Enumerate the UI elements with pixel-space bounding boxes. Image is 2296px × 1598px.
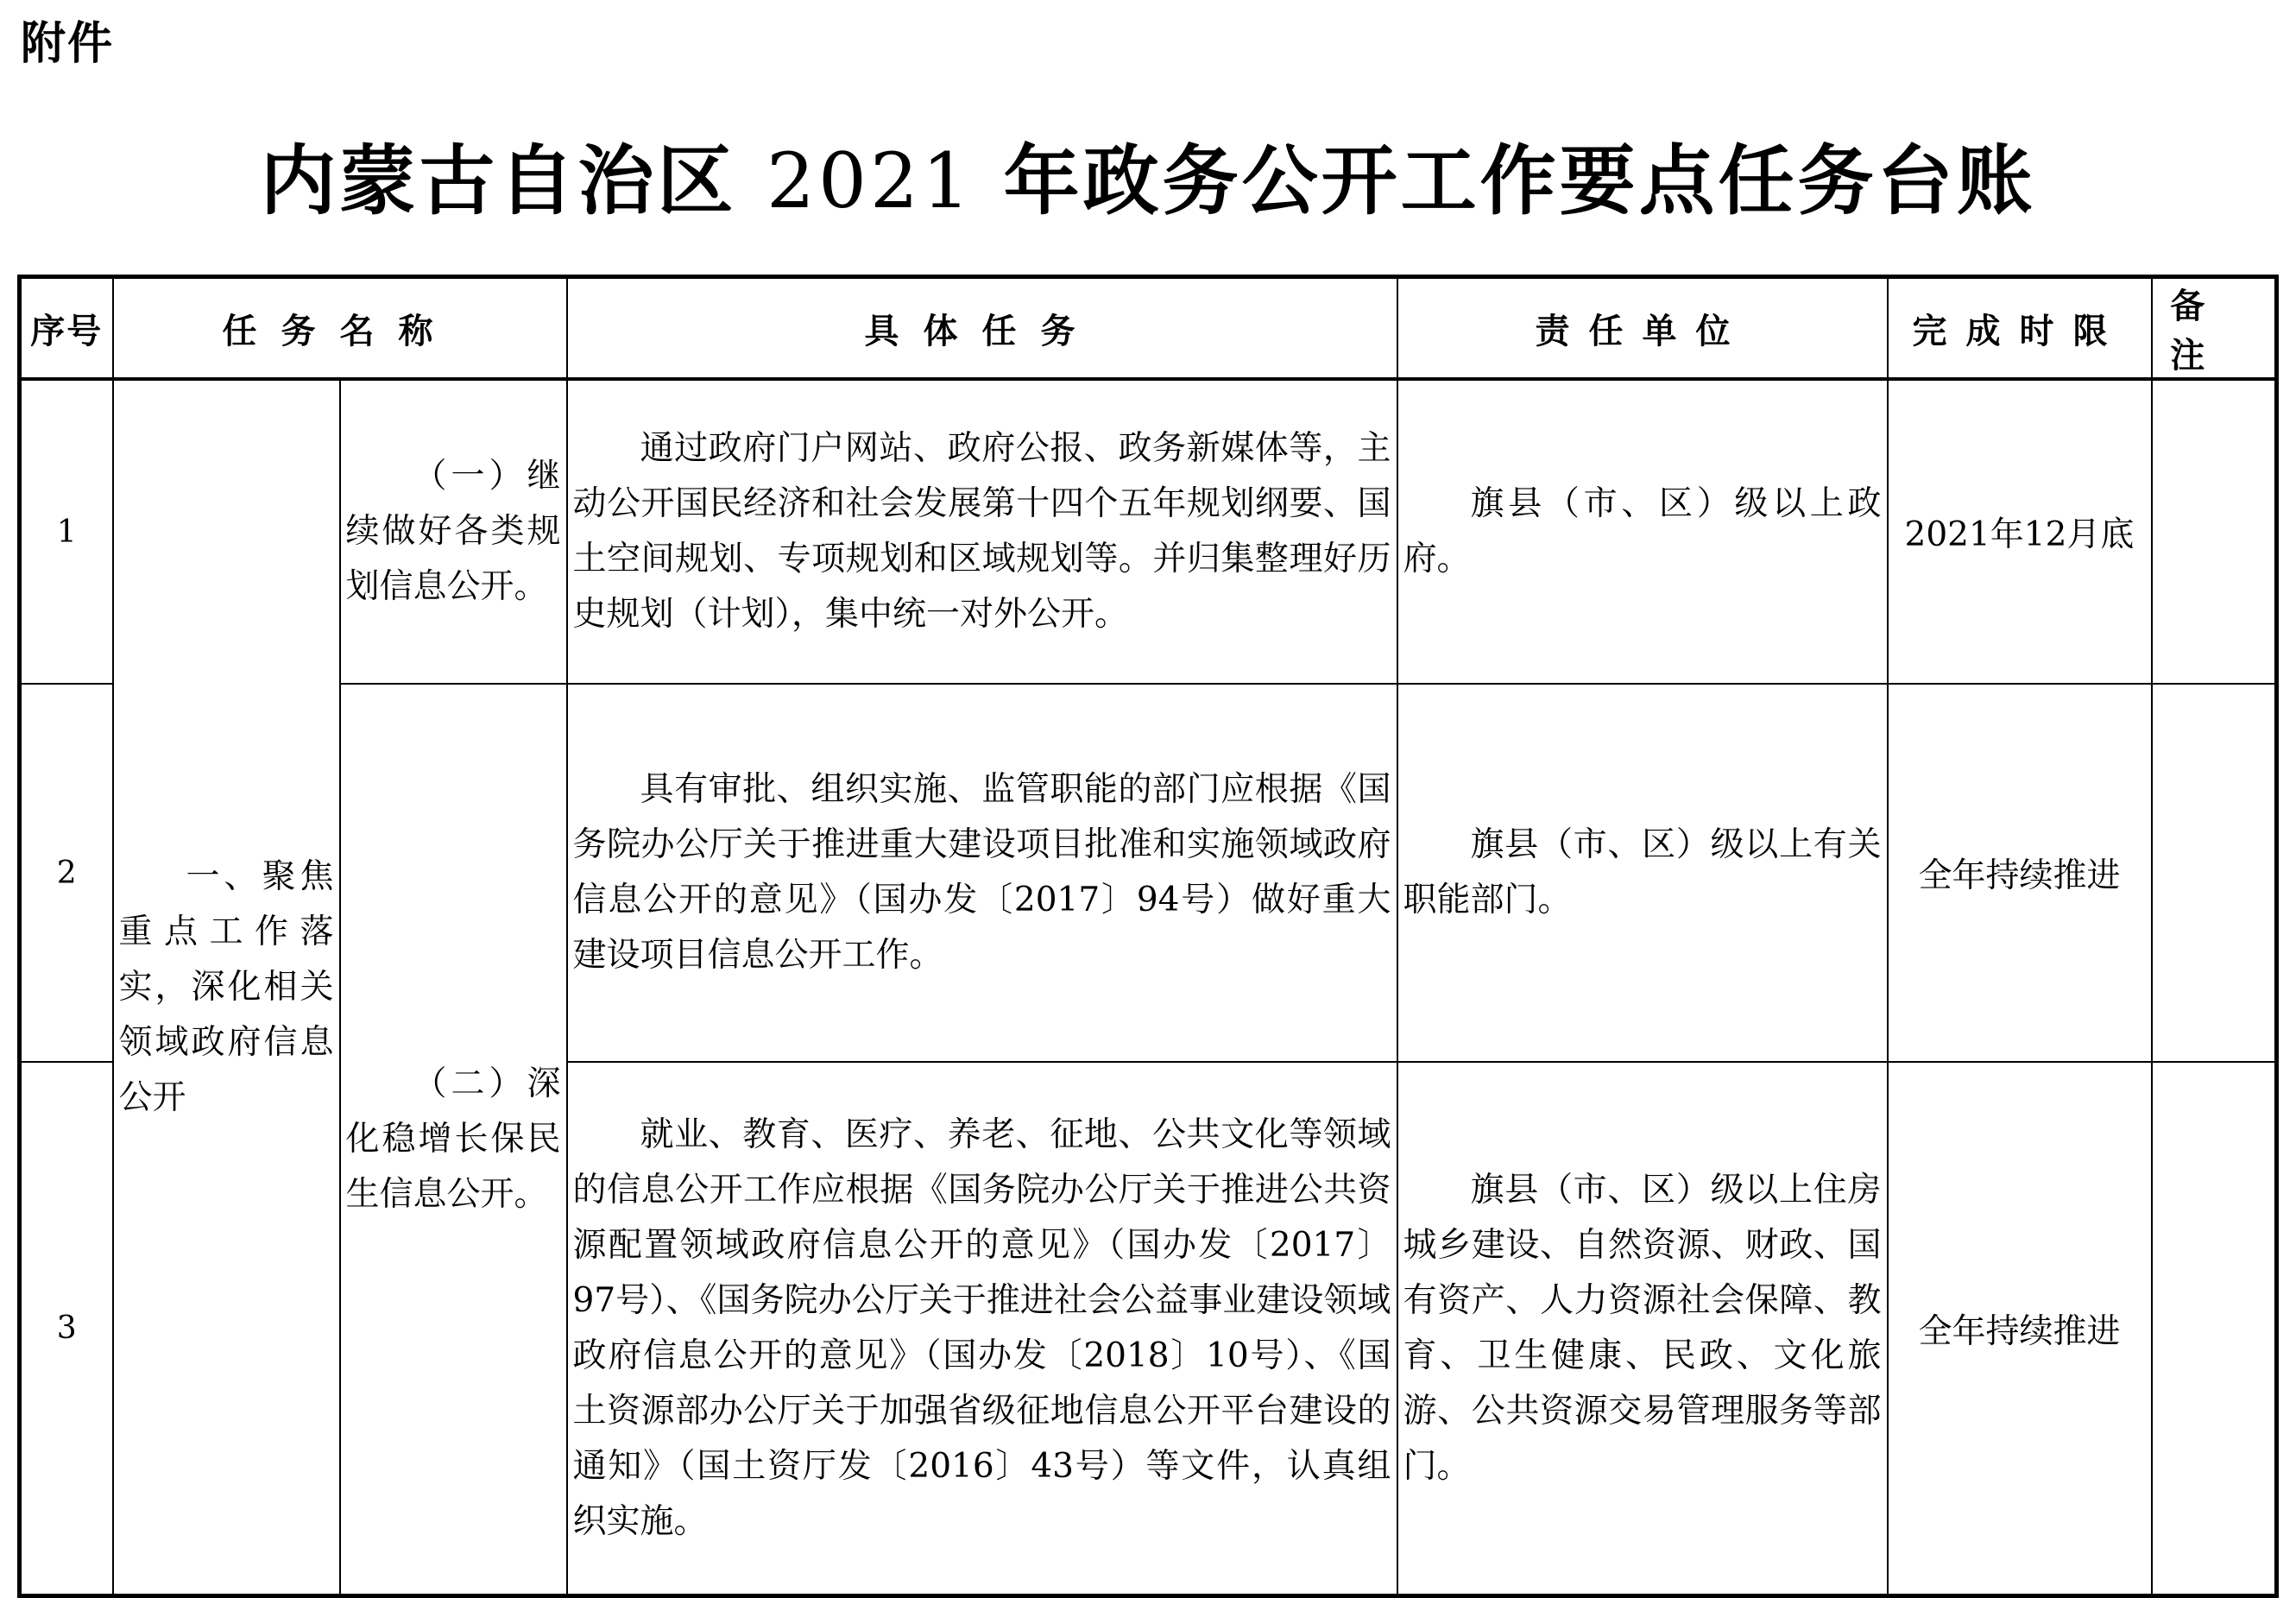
header-seq: 序号 xyxy=(20,277,113,380)
row-seq: 1 xyxy=(20,379,113,684)
category-cell xyxy=(113,379,340,1596)
remarks-cell xyxy=(2152,1062,2277,1596)
header-row xyxy=(20,277,2277,380)
unit-text: 旗县（市、区）级以上政府。 xyxy=(1403,484,1882,578)
deadline-cell: 全年持续推进 xyxy=(1888,1062,2152,1596)
task-text: 就业、教育、医疗、养老、征地、公共文化等领域的信息公开工作应根据《国务院办公厅关于推进公共资源配置领域政府信息公开的意见》（国办发〔2017〕97号）、《国务院办公厅关于推进社会公益事业建设领域政府信息公开的意见》（国办发〔2018〕10号）、《国土资源部办公厅关于加强省级征地信息公开平台建设的通知》（国土资厅发〔2016〕43号）等文件，认真组织实施。 xyxy=(572,1115,1391,1541)
deadline-cell: 全年持续推进 xyxy=(1888,684,2152,1062)
subtask-text: （二）深化稳增长保民生信息公开。 xyxy=(345,1064,561,1214)
unit-cell xyxy=(1397,1062,1888,1596)
attachment-label: 附件 xyxy=(21,18,115,70)
task-ledger-table xyxy=(17,275,2279,1598)
subtask-cell xyxy=(340,379,567,684)
task-text: 具有审批、组织实施、监管职能的部门应根据《国务院办公厅关于推进重大建设项目批准和实施领域政府信息公开的意见》（国办发〔2017〕94号）做好重大建设项目信息公开工作。 xyxy=(572,770,1391,975)
task-cell xyxy=(567,379,1397,684)
row-seq: 2 xyxy=(20,684,113,1062)
unit-text: 旗县（市、区）级以上有关职能部门。 xyxy=(1403,825,1882,919)
title-prefix: 内蒙古自治区 xyxy=(260,136,737,225)
table-row xyxy=(20,379,2277,684)
remarks-cell xyxy=(2152,684,2277,1062)
title-year: 2021 xyxy=(766,136,974,225)
header-deadline: 完成时限 xyxy=(1888,277,2152,380)
task-text: 通过政府门户网站、政府公报、政务新媒体等，主动公开国民经济和社会发展第十四个五年规划纲要、国土空间规划、专项规划和区域规划等。并归集整理好历史规划（计划），集中统一对外公开。 xyxy=(572,429,1391,634)
task-cell xyxy=(567,684,1397,1062)
header-task-name: 任务名称 xyxy=(113,277,567,380)
task-cell xyxy=(567,1062,1397,1596)
row-seq: 3 xyxy=(20,1062,113,1596)
subtask-text: （一）继续做好各类规划信息公开。 xyxy=(345,457,561,606)
deadline-cell: 2021年12月底 xyxy=(1888,379,2152,684)
unit-cell xyxy=(1397,684,1888,1062)
category-text: 一、聚焦重点工作落实，深化相关领域政府信息公开 xyxy=(118,856,334,1117)
table-row xyxy=(20,684,2277,1062)
unit-cell xyxy=(1397,379,1888,684)
header-responsible-unit: 责任单位 xyxy=(1397,277,1888,380)
subtask-cell xyxy=(340,684,567,1596)
header-specific-task: 具体任务 xyxy=(567,277,1397,380)
document-title xyxy=(0,121,2296,230)
title-suffix: 年政务公开工作要点任务台账 xyxy=(1003,136,2036,225)
remarks-cell xyxy=(2152,379,2277,684)
header-remarks: 备注 xyxy=(2152,277,2277,380)
unit-text: 旗县（市、区）级以上住房城乡建设、自然资源、财政、国有资产、人力资源社会保障、教育、卫生健康、民政、文化旅游、公共资源交易管理服务等部门。 xyxy=(1403,1170,1882,1486)
